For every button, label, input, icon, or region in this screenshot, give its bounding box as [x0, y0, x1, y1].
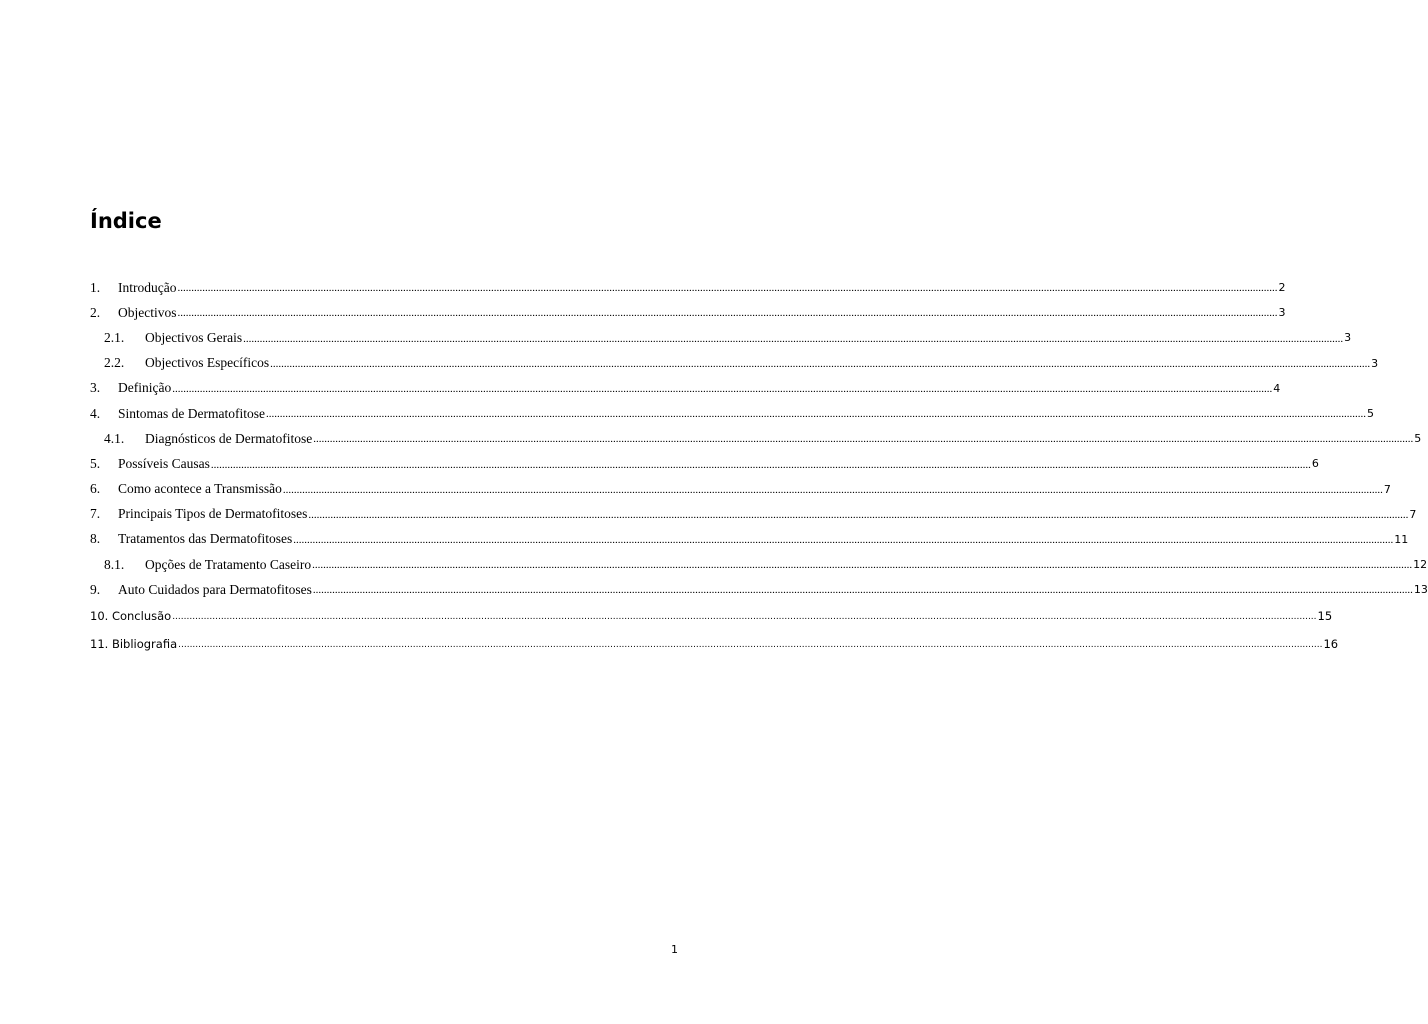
page-number: 1 — [671, 943, 678, 956]
dot-leader: ................................................................................................................................................................................................................................................................................................................................................................................................................ — [270, 357, 1371, 370]
dot-leader: ................................................................................................................................................................................................................................................................................................................................................................................................................ — [312, 584, 1413, 597]
toc-entry[interactable] — [90, 502, 1417, 527]
toc-entry-page: 2 — [1278, 281, 1286, 295]
dot-leader: ................................................................................................................................................................................................................................................................................................................................................................................................................ — [293, 534, 1394, 547]
toc-entry-number: 2. — [90, 304, 101, 320]
toc-entry-page: 15 — [1317, 609, 1333, 624]
toc-entry-page: 7 — [1409, 507, 1417, 521]
toc-entry[interactable] — [90, 577, 1428, 602]
toc-entry-number: 5. — [90, 455, 101, 471]
toc-entry-title: Tratamentos das Dermatofitoses — [118, 531, 293, 547]
toc-entry-page: 16 — [1323, 637, 1339, 652]
toc-entry-number: 2.1. — [104, 329, 125, 345]
dot-leader: ................................................................................................................................................................................................................................................................................................................................................................................................................ — [243, 332, 1344, 345]
toc-entry-title: Diagnósticos de Dermatofitose — [145, 430, 313, 446]
dot-leader: ................................................................................................................................................................................................................................................................................................................................................................................................................ — [177, 307, 1278, 320]
toc-entry-number: 9. — [90, 581, 101, 597]
dot-leader: ................................................................................................................................................................................................................................................................................................................................................................................................................ — [313, 433, 1414, 446]
dot-leader: ................................................................................................................................................................................................................................................................................................................................................................................................................ — [265, 408, 1366, 421]
toc-entry[interactable] — [90, 602, 1333, 630]
toc-entry-number: 4.1. — [104, 430, 125, 446]
toc-entry-title: Auto Cuidados para Dermatofitoses — [118, 581, 312, 597]
toc-entry-page: 3 — [1344, 331, 1352, 345]
toc-entry-page: 3 — [1371, 356, 1379, 370]
toc-entry-number: 3. — [90, 380, 101, 396]
toc-entry-page: 7 — [1383, 482, 1391, 496]
toc-entry-title: Como acontece a Transmissão — [118, 481, 282, 497]
toc-entry-page: 3 — [1278, 306, 1286, 320]
toc-entry-number: 1. — [90, 279, 101, 295]
toc-entry[interactable] — [90, 477, 1391, 502]
dot-leader: ................................................................................................................................................................................................................................................................................................................................................................................................................ — [210, 458, 1311, 471]
toc-entry[interactable] — [90, 451, 1319, 476]
toc-entry-number: 8.1. — [104, 556, 125, 572]
toc-entry-page: 13 — [1413, 583, 1428, 597]
dot-leader: ................................................................................................................................................................................................................................................................................................................................................................................................................ — [312, 559, 1413, 572]
toc-entry-title: Objectivos Gerais — [145, 329, 243, 345]
toc-entry[interactable] — [90, 401, 1374, 426]
toc-entry[interactable] — [90, 300, 1286, 325]
page-title: Índice — [90, 209, 162, 233]
toc-entry[interactable] — [90, 275, 1286, 300]
toc-entry-title: Possíveis Causas — [118, 455, 210, 471]
toc-entry-number: 7. — [90, 506, 101, 522]
toc-entry[interactable] — [90, 552, 1428, 577]
toc-entry-title: 11. Bibliografia — [90, 637, 178, 652]
toc-entry-page: 6 — [1311, 457, 1319, 471]
table-of-contents — [90, 275, 1428, 658]
toc-entry-title: 10. Conclusão — [90, 609, 172, 624]
toc-entry-title: Introdução — [118, 279, 177, 295]
toc-entry[interactable] — [90, 630, 1339, 658]
toc-entry-title: Opções de Tratamento Caseiro — [145, 556, 312, 572]
toc-entry-page: 5 — [1414, 432, 1422, 446]
toc-entry-page: 11 — [1394, 532, 1409, 546]
toc-entry-title: Principais Tipos de Dermatofitoses — [118, 506, 308, 522]
dot-leader: ................................................................................................................................................................................................................................................................................................................................................................................................................ — [178, 640, 1323, 651]
toc-entry[interactable] — [90, 426, 1422, 451]
toc-entry-number: 4. — [90, 405, 101, 421]
toc-entry-title: Sintomas de Dermatofitose — [118, 405, 265, 421]
toc-entry[interactable] — [90, 527, 1409, 552]
dot-leader: ................................................................................................................................................................................................................................................................................................................................................................................................................ — [172, 612, 1317, 623]
toc-entry-number: 2.2. — [104, 355, 125, 371]
toc-entry-title: Objectivos — [118, 304, 177, 320]
toc-entry[interactable] — [90, 351, 1379, 376]
dot-leader: ................................................................................................................................................................................................................................................................................................................................................................................................................ — [308, 508, 1409, 521]
toc-entry-page: 4 — [1273, 381, 1281, 395]
dot-leader: ................................................................................................................................................................................................................................................................................................................................................................................................................ — [282, 483, 1383, 496]
toc-entry-title: Definição — [118, 380, 172, 396]
toc-entry[interactable] — [90, 376, 1281, 401]
toc-entry-number: 6. — [90, 481, 101, 497]
toc-entry-number: 8. — [90, 531, 101, 547]
toc-entry[interactable] — [90, 325, 1352, 350]
toc-entry-page: 5 — [1366, 407, 1374, 421]
toc-entry-page: 12 — [1413, 558, 1428, 572]
dot-leader: ................................................................................................................................................................................................................................................................................................................................................................................................................ — [172, 382, 1273, 395]
dot-leader: ................................................................................................................................................................................................................................................................................................................................................................................................................ — [177, 282, 1278, 295]
toc-entry-title: Objectivos Específicos — [145, 355, 270, 371]
